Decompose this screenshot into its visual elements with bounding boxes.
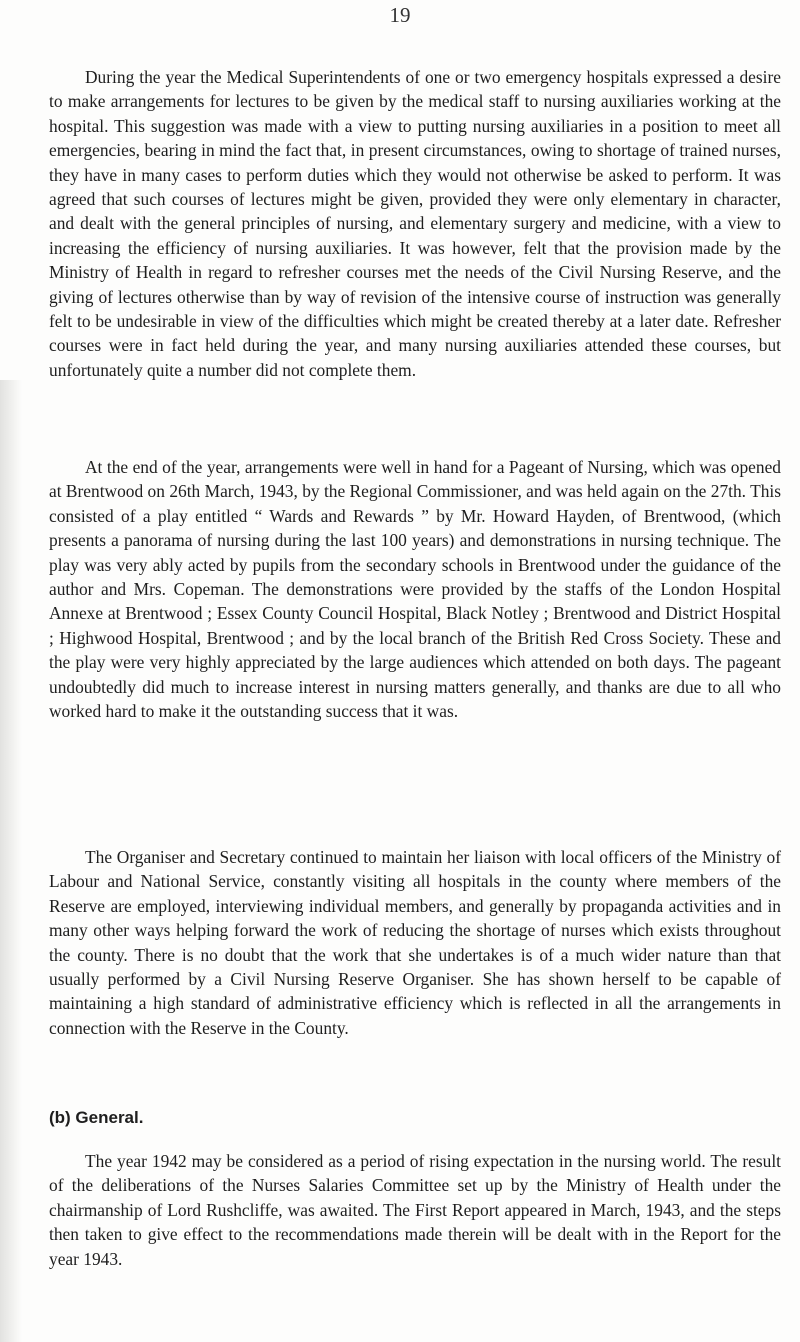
paragraph-text: At the end of the year, arrangements were well in hand for a Pageant of Nursing, which was opened at Brentwood on 26th March, 1943, by the Regional Commissioner, and was held again on the 27th. This consisted of a play entitled “ Wards and Rewards ” by Mr. Howard Hayden, of Brentwood, (which presents a panorama of nursing during the last 100 years) and demonstrations in nursing technique. The play was very ably acted by pupils from the secondary schools in Brentwood under the guidance of the author and Mrs. Copeman. The demonstrations were provided by the staffs of the London Hospital Annexe at Brentwood ; Essex County Council Hospital, Black Notley ; Brentwood and District Hospital ; Highwood Hospital, Brentwood ; and by the local branch of the British Red Cross Society. These and the play were very highly appreciated by the large audiences which attended on both days. The pageant undoubtedly did much to increase interest in nursing matters generally, and thanks are due to all who worked hard to make it the outstanding success that it was. xyxy=(49,457,781,722)
paragraph-general xyxy=(49,1149,781,1271)
page-number: 19 xyxy=(389,3,411,27)
binding-gutter-shadow xyxy=(0,380,22,1342)
paragraph-lectures xyxy=(49,65,781,382)
paragraph-text: The year 1942 may be considered as a period of rising expectation in the nursing world. The result of the deliberations of the Nurses Salaries Committee set up by the Ministry of Health under the chairmanship of Lord Rushcliffe, was awaited. The First Report appeared in March, 1943, and the steps then taken to give effect to the recommendations made therein will be dealt with in the Report for the year 1943. xyxy=(49,1151,781,1269)
paragraph-organiser xyxy=(49,845,781,1040)
paragraph-text: The Organiser and Secretary continued to maintain her liaison with local officers of the Ministry of Labour and National Service, constantly visiting all hospitals in the county where members of the Reserve are employed, interviewing individual members, and generally by propaganda activities and in many other ways helping forward the work of reducing the shortage of nurses which exists throughout the county. There is no doubt that the work that she undertakes is of a much wider nature than that usually performed by a Civil Nursing Reserve Organiser. She has shown herself to be capable of maintaining a high standard of administrative efficiency which is reflected in all the arrangements in connection with the Reserve in the County. xyxy=(49,847,781,1038)
paragraph-text: During the year the Medical Superintendents of one or two emergency hospitals expressed a desire to make arrangements for lectures to be given by the medical staff to nursing auxiliaries working at the hospital. This suggestion was made with a view to putting nursing auxiliaries in a position to meet all emergencies, bearing in mind the fact that, in present circumstances, owing to shortage of trained nurses, they have in many cases to perform duties which they would not otherwise be asked to perform. It was agreed that such courses of lectures might be given, provided they were only elementary in character, and dealt with the general principles of nursing, and elementary surgery and medicine, with a view to increasing the efficiency of nursing auxiliaries. It was however, felt that the provision made by the Ministry of Health in regard to refresher courses met the needs of the Civil Nursing Reserve, and the giving of lectures otherwise than by way of revision of the intensive course of instruction was generally felt to be undesirable in view of the difficulties which might be created thereby at a later date. Refresher courses were in fact held during the year, and many nursing auxiliaries attended these courses, but unfortunately quite a number did not complete them. xyxy=(49,67,781,380)
paragraph-pageant xyxy=(49,455,781,723)
section-heading-general: (b) General. xyxy=(49,1108,144,1127)
